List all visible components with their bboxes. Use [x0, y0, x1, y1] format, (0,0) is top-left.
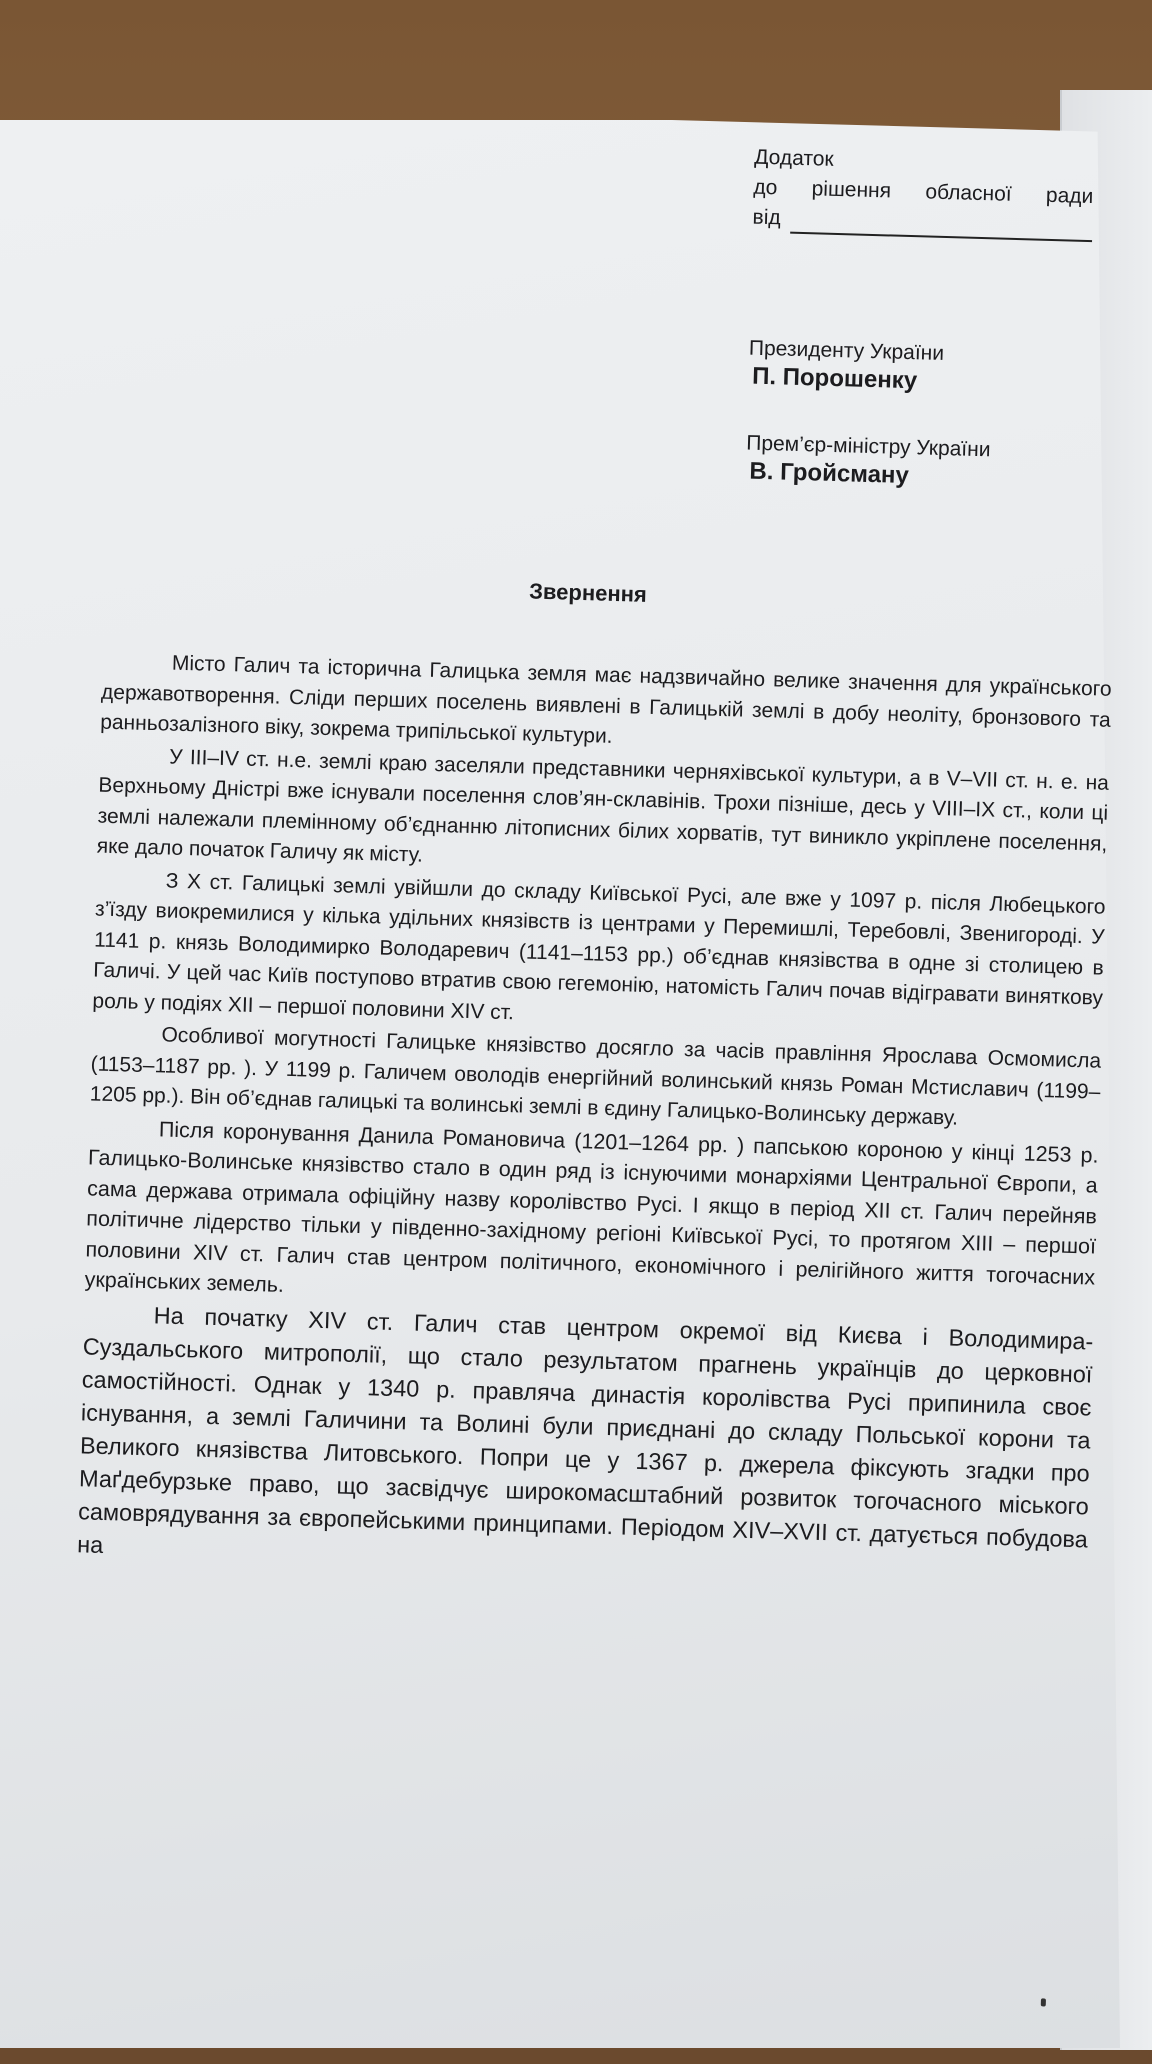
addressee-position: Прем’єр-міністру України — [745, 431, 991, 462]
addressee-prime-minister — [745, 430, 1086, 495]
document-body — [77, 647, 1112, 1591]
attachment-date-prefix: від — [752, 205, 781, 230]
attachment-block — [752, 143, 1094, 242]
attachment-word: рішення — [811, 177, 892, 203]
attachment-word: обласної — [925, 180, 1012, 206]
addressee-name: В. Гройсману — [749, 457, 910, 490]
addressee-president — [748, 335, 1089, 400]
body-paragraph: Місто Галич та історична Галицька земля має надзвичайно велике значення для українського державотворення. Сліди перших поселень виявлені в Галицькій землі в добу неоліту, бронзового та ранньозалізного віку, зокрема трипільської культури. — [99, 651, 1112, 748]
addressee-name: П. Порошенку — [751, 362, 918, 395]
attachment-word: ради — [1045, 183, 1094, 209]
page-speck — [1041, 1998, 1046, 2006]
body-paragraph: У III–IV ст. н.е. землі краю заселяли представники черняхівської культури, а в V–VII ст. н. е. на Верхньому Дністрі вже існували поселення слов’ян-склавінів. Трохи пізніше, десь у VIII–IX ст., коли ці землі належали племінному об’єднанню літописних білих хорватів, тут виникло укріплене поселення, яке дало початок Галичу як місту. — [96, 745, 1110, 867]
date-blank-line — [790, 210, 1092, 242]
body-paragraph: На початку XIV ст. Галич став центром окремої від Києва і Володимира-Суздальського митрополії, що стало результатом прагнень українців до церковної самостійності. Однак у 1340 р. правляча династія королівства Русі припинила своє існування, а землі Галичини та Волині були приєднані до складу Польської корони та Великого князівства Литовського. Попри це у 1367 р. джерела фіксують згадки про Маґдебурзьке право, що засвідчує широкомасштабний розвиток тогочасного міського самоврядування за європейськими принципами. Періодом XIV–XVII ст. датується побудова на — [76, 1301, 1094, 1558]
document-title: Звернення — [528, 578, 648, 607]
body-paragraph: Після коронування Данила Романовича (1201–1264 рр. ) папською короною у кінці 1253 р. Галицько-Волинське князівство стало в один ряд із існуючими монархіями Центральної Європи, а сама держава отримала офіційну назву королівство Русі. І якщо в період XII ст. Галич перейняв політичне лідерство тільки у південно-західному регіоні Київської Русі, то протягом XIII – першої половини XIV ст. Галич став центром політичного, економічного і релігійного життя тогочасних українських земель. — [84, 1116, 1099, 1297]
body-paragraph: З X ст. Галицькі землі увійшли до складу Київської Русі, але вже у 1097 р. після Любецького з’їзду виокремилися у кілька удільних князівств із центрами у Перемишлі, Теребовлі, Звенигороді. У 1141 р. князь Володимирко Володаревич (1141–1153 рр.) об’єднав князівства в одне зі столицею в Галичі. У цей час Київ поступово втратив свою гегемонію, натомість Галич почав відігравати виняткову роль у подіях XII – першої половини XIV ст. — [92, 868, 1106, 1024]
body-paragraph: Особливої могутності Галицьке князівство досягло за часів правління Ярослава Осмомисла (1153–1187 рр. ). У 1199 р. Галичем оволодів енергійний волинський князь Роман Мстиславич (1199–1205 рр.). Він об’єднав галицькі та волинські землі в єдину Галицько-Волинську державу. — [89, 1023, 1102, 1130]
attachment-label: Додаток — [753, 145, 834, 171]
addressee-position: Президенту України — [748, 336, 945, 366]
attachment-word: до — [753, 175, 778, 200]
